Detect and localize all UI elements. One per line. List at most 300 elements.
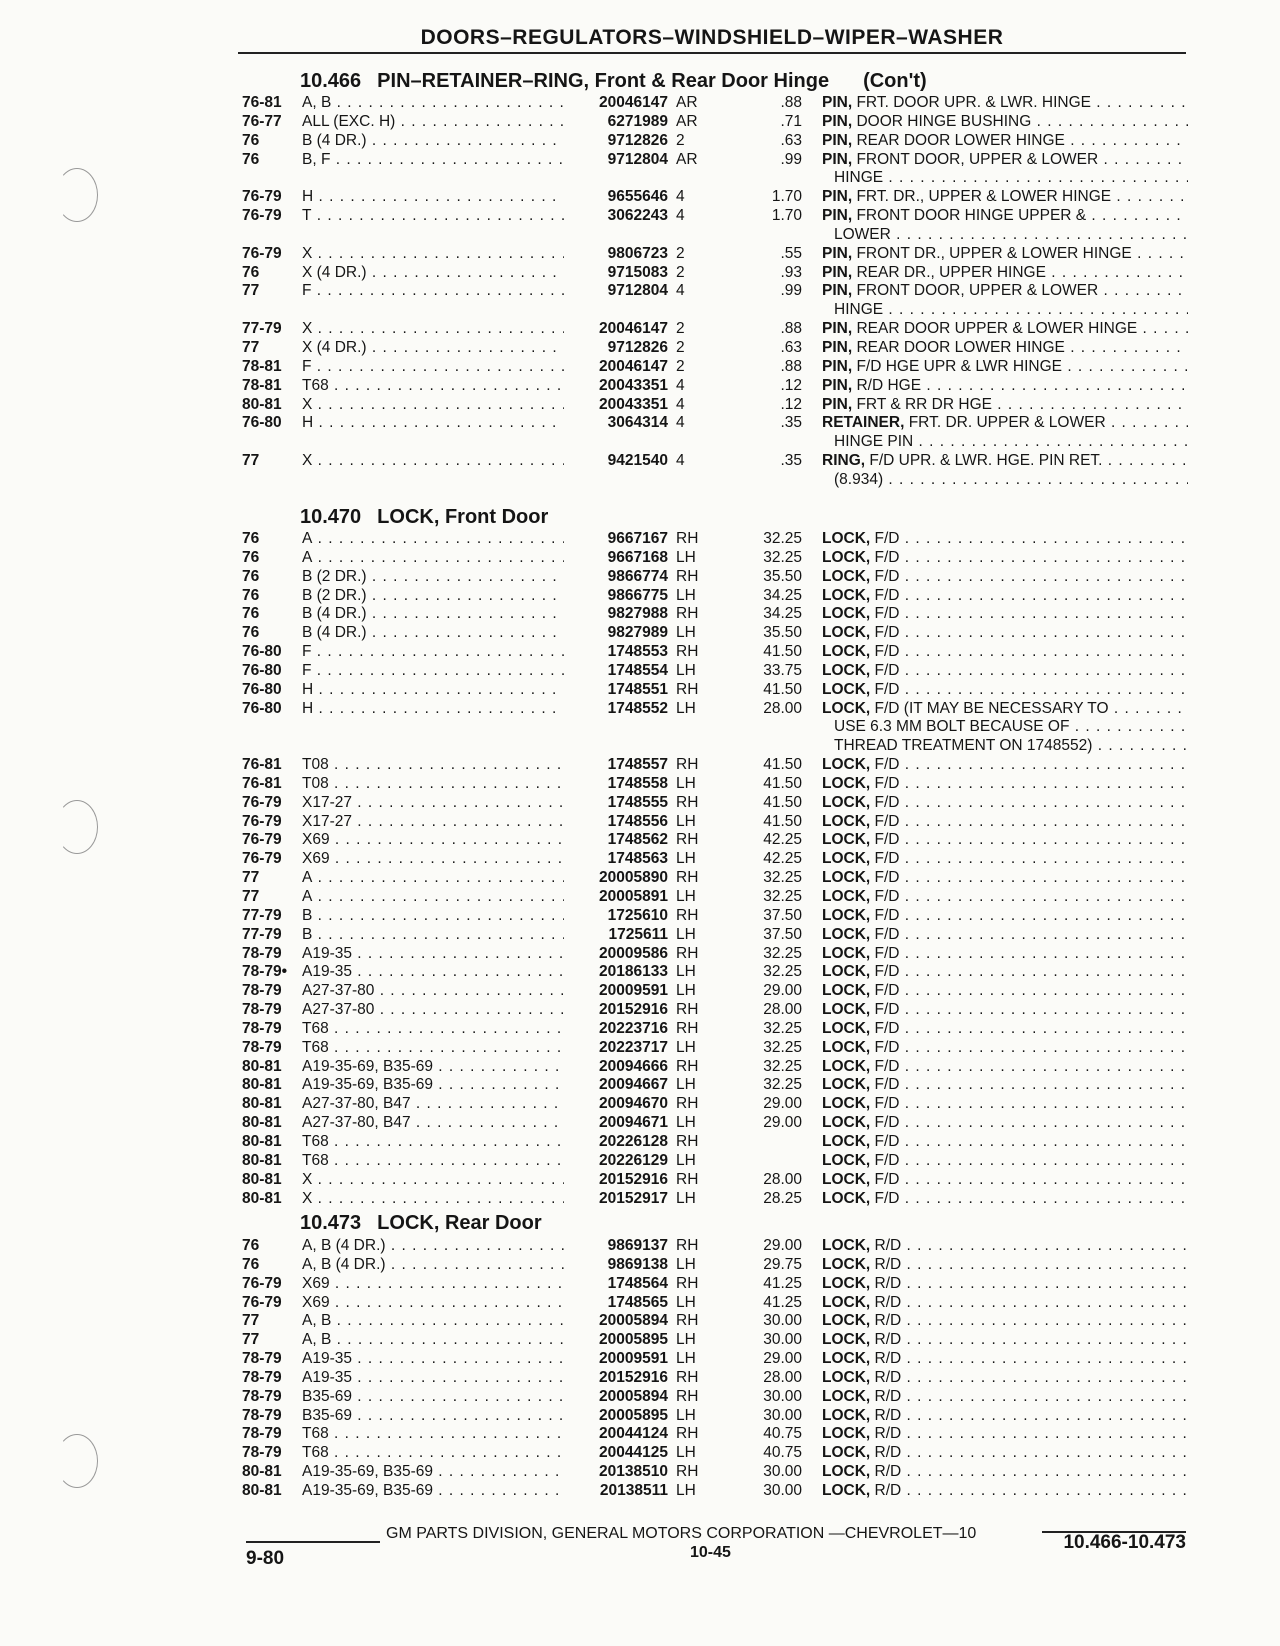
description-noun: LOCK,	[822, 1001, 871, 1019]
part-number: 20223717	[599, 1038, 668, 1056]
description-noun: LOCK,	[822, 1132, 871, 1150]
part-number: 1725611	[608, 925, 668, 943]
price: 37.50	[763, 906, 802, 924]
quantity: 2	[676, 244, 685, 262]
quantity: LH	[676, 925, 696, 943]
description-noun: LOCK,	[822, 812, 871, 830]
price: 29.00	[763, 982, 802, 1000]
quantity: RH	[676, 1463, 699, 1481]
description	[822, 1095, 1188, 1114]
description-text: R/D	[874, 1481, 902, 1499]
price: 33.75	[763, 661, 802, 679]
description-noun: PIN,	[822, 94, 853, 111]
description	[822, 907, 1188, 926]
description-text: F/D	[874, 548, 900, 566]
price: 32.25	[763, 1076, 802, 1094]
description-line	[822, 1256, 1188, 1275]
price: 28.00	[763, 699, 802, 717]
model-year: 77	[242, 452, 260, 470]
model-code: T68 . . .	[302, 1133, 564, 1152]
model-code: A19-35 . . .	[302, 945, 564, 964]
description-text: F/D	[874, 643, 900, 661]
description-noun: LOCK,	[822, 1350, 871, 1368]
description-noun: LOCK,	[822, 1076, 871, 1094]
description-noun: LOCK,	[822, 774, 871, 792]
price: 32.25	[763, 963, 802, 981]
description-text: HINGE PIN	[834, 433, 914, 451]
description	[822, 1133, 1188, 1152]
quantity: RH	[676, 756, 699, 774]
description-text: R/D	[874, 1274, 902, 1292]
price: 41.50	[763, 756, 802, 774]
model-year: 80-81	[242, 1189, 282, 1207]
description-text: R/D	[874, 1255, 902, 1273]
model-year: 76-79	[242, 793, 282, 811]
model-year: 76-81	[242, 774, 282, 792]
quantity: LH	[676, 1331, 696, 1349]
description-text: FRT. DR. UPPER & LOWER	[908, 414, 1106, 432]
description	[822, 1350, 1188, 1369]
model-year: 77-79	[242, 320, 282, 338]
description-noun: LOCK,	[822, 605, 871, 623]
quantity: AR	[676, 112, 698, 130]
model-year: 76-80	[242, 661, 282, 679]
price: 40.75	[763, 1425, 802, 1443]
description-text: F/D	[874, 812, 900, 830]
description	[822, 756, 1188, 775]
quantity: LH	[676, 1255, 696, 1273]
description-line	[822, 963, 1188, 982]
quantity: RH	[676, 605, 699, 623]
description-noun: LOCK,	[822, 831, 871, 849]
model-year: 80-81	[242, 1076, 282, 1094]
description-line	[822, 530, 1188, 549]
description	[822, 945, 1188, 964]
description-text: F/D	[874, 850, 900, 868]
model-code: X . . .	[302, 245, 564, 264]
part-number: 9866774	[607, 567, 668, 585]
price: 34.25	[763, 586, 802, 604]
model-year: 78-79	[242, 1019, 282, 1037]
description-text: F/D	[874, 530, 900, 547]
section-title-10-466	[300, 70, 927, 93]
description-noun: LOCK,	[822, 1406, 871, 1424]
price: 30.00	[763, 1312, 802, 1330]
model-code: F . . .	[302, 358, 564, 377]
description-line	[822, 113, 1188, 132]
description-text: R/D	[874, 1331, 902, 1349]
model-year: 76-81	[242, 756, 282, 774]
description-text: R/D	[874, 1237, 902, 1254]
description-line	[822, 982, 1188, 1001]
footer-date: 9-80	[246, 1548, 285, 1569]
description-line	[822, 169, 1188, 188]
description-line	[822, 888, 1188, 907]
description-text: R/D	[874, 1425, 902, 1443]
model-code: F . . .	[302, 643, 564, 662]
model-year: 78-81	[242, 376, 282, 394]
description-noun: LOCK,	[822, 1444, 871, 1462]
price: 41.25	[763, 1274, 802, 1292]
price: .12	[780, 376, 802, 394]
part-number: 20152916	[599, 1368, 668, 1386]
quantity: AR	[676, 150, 698, 168]
description-text: REAR DR., UPPER HINGE	[856, 263, 1046, 281]
description-noun: PIN,	[822, 338, 853, 356]
price: 32.25	[763, 1019, 802, 1037]
description-noun: PIN,	[822, 131, 853, 149]
description	[822, 188, 1188, 207]
quantity: 2	[676, 320, 685, 338]
quantity: LH	[676, 1189, 696, 1207]
description-text: HINGE	[834, 301, 884, 319]
quantity: RH	[676, 906, 699, 924]
description	[822, 1407, 1188, 1426]
model-code: T08 . . .	[302, 756, 564, 775]
description	[822, 549, 1188, 568]
part-number: 1748565	[607, 1293, 668, 1311]
quantity: RH	[676, 1274, 699, 1292]
description-line	[822, 1095, 1188, 1114]
price: 42.25	[763, 850, 802, 868]
price: 41.50	[763, 680, 802, 698]
description-text: F/D	[874, 944, 900, 962]
description	[822, 452, 1188, 490]
quantity: 4	[676, 282, 685, 300]
description	[822, 982, 1188, 1001]
quantity: 4	[676, 452, 685, 470]
description-line	[822, 301, 1188, 320]
price: .55	[780, 244, 802, 262]
model-year: 76-79	[242, 831, 282, 849]
model-code: X69 . . .	[302, 1294, 564, 1313]
description-text: F/D	[874, 624, 900, 642]
quantity: 4	[676, 207, 685, 225]
description	[822, 264, 1188, 283]
description-noun: PIN,	[822, 150, 853, 168]
description-text: R/D	[874, 1444, 902, 1462]
description-line	[822, 452, 1188, 471]
description-line	[822, 662, 1188, 681]
model-code: X . . .	[302, 396, 564, 415]
model-code: T68 . . .	[302, 1020, 564, 1039]
part-number: 1748555	[607, 793, 668, 811]
part-number: 6271989	[607, 112, 668, 130]
description-text: (8.934)	[834, 470, 884, 488]
description-noun: PIN,	[822, 188, 853, 206]
model-year: 80-81	[242, 395, 282, 413]
quantity: LH	[676, 624, 696, 642]
price: 1.70	[771, 207, 802, 225]
quantity: LH	[676, 812, 696, 830]
description	[822, 339, 1188, 358]
description-text: F/D	[874, 906, 900, 924]
description-noun: LOCK,	[822, 586, 871, 604]
description-text: F/D	[874, 605, 900, 623]
description-line	[822, 1294, 1188, 1313]
part-number: 20005890	[599, 869, 668, 887]
price: .88	[780, 320, 802, 338]
page-header: DOORS–REGULATORS–WINDSHIELD–WIPER–WASHER	[420, 26, 1004, 49]
description	[822, 1020, 1188, 1039]
price: 30.00	[763, 1406, 802, 1424]
model-code: F . . .	[302, 662, 564, 681]
description-line	[822, 587, 1188, 606]
description-text: F/D	[874, 982, 900, 1000]
part-number: 9827989	[607, 624, 668, 642]
description	[822, 963, 1188, 982]
description-line	[822, 869, 1188, 888]
model-code: B35-69 . . .	[302, 1388, 564, 1407]
description-text: F/D	[874, 1019, 900, 1037]
price: 28.00	[763, 1368, 802, 1386]
description-text: R/D	[874, 1463, 902, 1481]
description-line	[822, 377, 1188, 396]
part-number: 9667168	[607, 548, 668, 566]
part-number: 1748553	[607, 643, 668, 661]
part-number: 9869138	[607, 1255, 668, 1273]
quantity: LH	[676, 1114, 696, 1132]
description-text: R/D	[874, 1312, 902, 1330]
model-code: B (4 DR.) . . .	[302, 605, 564, 624]
model-year: 76-81	[242, 94, 282, 111]
model-year: 76-79	[242, 1293, 282, 1311]
description	[822, 113, 1188, 132]
model-year: 76	[242, 605, 260, 623]
description-noun: LOCK,	[822, 1463, 871, 1481]
price: 32.25	[763, 1057, 802, 1075]
model-year: 80-81	[242, 1481, 282, 1499]
price: .35	[780, 452, 802, 470]
price: 32.25	[763, 944, 802, 962]
model-code: A19-35-69, B35-69 . . .	[302, 1058, 564, 1077]
quantity: LH	[676, 1076, 696, 1094]
quantity: RH	[676, 680, 699, 698]
section-code: 10.470	[300, 506, 362, 528]
description-text: F/D	[874, 1189, 900, 1207]
part-number: 1748564	[607, 1274, 668, 1292]
description	[822, 1388, 1188, 1407]
price: 32.25	[763, 530, 802, 547]
part-number: 20226129	[599, 1151, 668, 1169]
model-code: A19-35 . . .	[302, 1369, 564, 1388]
description-text: R/D	[874, 1368, 902, 1386]
description-line	[822, 681, 1188, 700]
description-noun: LOCK,	[822, 1151, 871, 1169]
price: 41.25	[763, 1293, 802, 1311]
model-code: X . . .	[302, 1171, 564, 1190]
description-text: F/D	[874, 774, 900, 792]
model-year: 76	[242, 624, 260, 642]
description-noun: LOCK,	[822, 906, 871, 924]
description-noun: LOCK,	[822, 1331, 871, 1349]
description-text: R/D	[874, 1293, 902, 1311]
description-noun: PIN,	[822, 263, 853, 281]
description-line	[822, 1114, 1188, 1133]
description-line	[822, 568, 1188, 587]
description-text: FRONT DR., UPPER & LOWER HINGE	[856, 244, 1132, 262]
model-year: 80-81	[242, 1170, 282, 1188]
description	[822, 794, 1188, 813]
model-year: 80-81	[242, 1151, 282, 1169]
part-number: 20094671	[599, 1114, 668, 1132]
description	[822, 245, 1188, 264]
model-year: 76-79	[242, 1274, 282, 1292]
model-year: 78-79	[242, 1001, 282, 1019]
description-noun: LOCK,	[822, 1312, 871, 1330]
description-text: F/D	[874, 1076, 900, 1094]
model-year: 78-79	[242, 1350, 282, 1368]
description-line	[822, 1388, 1188, 1407]
quantity: RH	[676, 1019, 699, 1037]
model-code: A, B . . .	[302, 94, 564, 113]
price: .35	[780, 414, 802, 432]
model-code: H . . .	[302, 681, 564, 700]
quantity: RH	[676, 567, 699, 585]
price: 29.00	[763, 1237, 802, 1254]
description	[822, 624, 1188, 643]
description	[822, 568, 1188, 587]
part-number: 20009586	[599, 944, 668, 962]
description	[822, 207, 1188, 245]
quantity: 4	[676, 414, 685, 432]
model-code: T68 . . .	[302, 1152, 564, 1171]
description-noun: LOCK,	[822, 1095, 871, 1113]
description	[822, 414, 1188, 452]
description-text: F/D UPR. & LWR. HGE. PIN RET.	[869, 452, 1103, 470]
part-number: 9866775	[607, 586, 668, 604]
description-noun: LOCK,	[822, 925, 871, 943]
model-code: A27-37-80, B47 . . .	[302, 1095, 564, 1114]
description	[822, 1039, 1188, 1058]
model-year: 76-80	[242, 414, 282, 432]
price: 35.50	[763, 624, 802, 642]
quantity: RH	[676, 1170, 699, 1188]
model-year: 77	[242, 338, 260, 356]
part-number: 3064314	[607, 414, 668, 432]
price: .63	[780, 338, 802, 356]
model-year: 76	[242, 567, 260, 585]
description-noun: LOCK,	[822, 548, 871, 566]
model-year: 76-79	[242, 850, 282, 868]
price: 42.25	[763, 831, 802, 849]
model-code: X . . .	[302, 452, 564, 471]
part-number: 9712804	[607, 150, 668, 168]
description-line	[822, 813, 1188, 832]
description	[822, 1076, 1188, 1095]
description-text: LOWER	[834, 225, 891, 243]
part-number: 20009591	[599, 1350, 668, 1368]
model-year: 76-79	[242, 188, 282, 206]
part-number: 20226128	[599, 1132, 668, 1150]
part-number: 20152916	[599, 1170, 668, 1188]
description-noun: PIN,	[822, 320, 853, 338]
model-code: B (2 DR.) . . .	[302, 587, 564, 606]
description	[822, 813, 1188, 832]
price: 29.75	[763, 1255, 802, 1273]
model-code: A, B . . .	[302, 1312, 564, 1331]
price: 32.25	[763, 869, 802, 887]
description-line	[822, 358, 1188, 377]
part-number: 20223716	[599, 1019, 668, 1037]
part-number: 20043351	[599, 376, 668, 394]
price: 1.70	[771, 188, 802, 206]
description-line	[822, 396, 1188, 415]
quantity: RH	[676, 1237, 699, 1254]
model-year: 78-79•	[242, 963, 288, 981]
model-year: 77-79	[242, 925, 282, 943]
price: 32.25	[763, 548, 802, 566]
description-line	[822, 188, 1188, 207]
model-year: 80-81	[242, 1057, 282, 1075]
model-code: A27-37-80 . . .	[302, 1001, 564, 1020]
model-code: X17-27 . . .	[302, 794, 564, 813]
description-text: F/D	[874, 1151, 900, 1169]
model-year: 78-79	[242, 1038, 282, 1056]
description-line	[822, 1425, 1188, 1444]
model-year: 76	[242, 1237, 260, 1254]
description-line	[822, 926, 1188, 945]
description	[822, 1331, 1188, 1350]
price: 37.50	[763, 925, 802, 943]
description	[822, 1237, 1188, 1256]
description-line	[822, 1369, 1188, 1388]
description-line	[822, 320, 1188, 339]
description	[822, 850, 1188, 869]
model-year: 77	[242, 282, 260, 300]
price: 34.25	[763, 605, 802, 623]
description-line	[822, 1312, 1188, 1331]
description-noun: LOCK,	[822, 869, 871, 887]
model-year: 76	[242, 586, 260, 604]
model-year: 80-81	[242, 1095, 282, 1113]
model-code: H . . .	[302, 700, 564, 719]
part-number: 20009591	[599, 982, 668, 1000]
description	[822, 681, 1188, 700]
description-noun: LOCK,	[822, 680, 871, 698]
description-text: FRONT DOOR, UPPER & LOWER	[856, 150, 1099, 168]
part-number: 1748558	[607, 774, 668, 792]
description	[822, 1463, 1188, 1482]
quantity: RH	[676, 793, 699, 811]
part-number: 20152916	[599, 1001, 668, 1019]
part-number: 20094666	[599, 1057, 668, 1075]
description-line	[822, 433, 1188, 452]
quantity: RH	[676, 1312, 699, 1330]
model-code: A19-35-69, B35-69 . . .	[302, 1482, 564, 1501]
price: .93	[780, 263, 802, 281]
description	[822, 282, 1188, 320]
description-line	[822, 414, 1188, 433]
model-code: A . . .	[302, 530, 564, 549]
description-noun: LOCK,	[822, 944, 871, 962]
model-code: F . . .	[302, 282, 564, 301]
description	[822, 530, 1188, 549]
model-code: A19-35 . . .	[302, 963, 564, 982]
model-code: B (2 DR.) . . .	[302, 568, 564, 587]
quantity: 4	[676, 395, 685, 413]
description-text: F/D	[874, 680, 900, 698]
part-number: 20005891	[599, 888, 668, 905]
price: 41.50	[763, 812, 802, 830]
description-noun: LOCK,	[822, 530, 871, 547]
price: 32.25	[763, 1038, 802, 1056]
description	[822, 1482, 1188, 1501]
model-code: X69 . . .	[302, 1275, 564, 1294]
description-text: REAR DOOR LOWER HINGE	[856, 131, 1065, 149]
description-noun: LOCK,	[822, 982, 871, 1000]
description	[822, 1114, 1188, 1133]
